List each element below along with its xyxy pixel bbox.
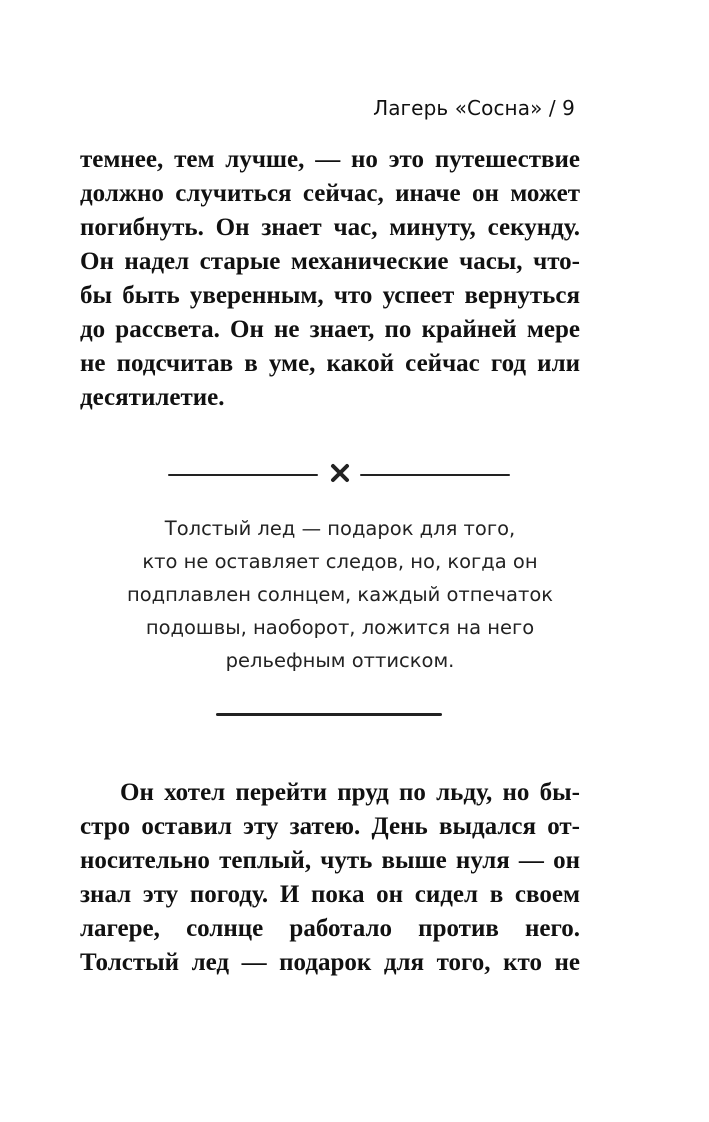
divider-rule-right [360, 474, 510, 476]
paragraph-top [80, 143, 580, 415]
paragraph-bottom [80, 776, 580, 980]
text-line: носительно теплый, чуть выше нуля — он [80, 847, 580, 874]
text-line: погибнуть. Он знает час, минуту, секунду. [80, 214, 580, 241]
text-line: десятилетие. [80, 384, 225, 411]
quote-line: подплавлен солнцем, каждый отпечаток [126, 583, 554, 606]
text-line: не подсчитав в уме, какой сейчас год или [80, 350, 580, 377]
text-line: Толстый лед — подарок для того, кто не [80, 949, 580, 976]
quote-line: рельефным оттиском. [225, 649, 455, 672]
quote-closing-rule [216, 713, 442, 716]
running-head: Лагерь «Сосна» / 9 [373, 96, 575, 120]
section-divider [168, 461, 510, 487]
text-line: Он надел старые механические часы, что- [80, 248, 580, 275]
text-line: лагере, солнце работало против него. [80, 915, 580, 942]
pull-quote [80, 512, 600, 677]
cross-ornament-icon [329, 462, 351, 484]
quote-line: подошвы, наоборот, ложится на него [145, 616, 535, 639]
text-line: бы быть уверенным, что успеет вернуться [80, 282, 580, 309]
text-line: темнее, тем лучше, — но это путешествие [80, 146, 580, 173]
text-line: знал эту погоду. И пока он сидел в своем [80, 881, 580, 908]
text-line: Он хотел перейти пруд по льду, но бы- [120, 779, 580, 806]
text-line: до рассвета. Он не знает, по крайней мере [80, 316, 580, 343]
quote-line: кто не оставляет следов, но, когда он [142, 550, 538, 573]
text-line: стро оставил эту затею. День выдался от- [80, 813, 580, 840]
quote-line: Толстый лед — подарок для того, [164, 517, 516, 540]
divider-rule-left [168, 474, 318, 476]
text-line: должно случиться сейчас, иначе он может [80, 180, 580, 207]
